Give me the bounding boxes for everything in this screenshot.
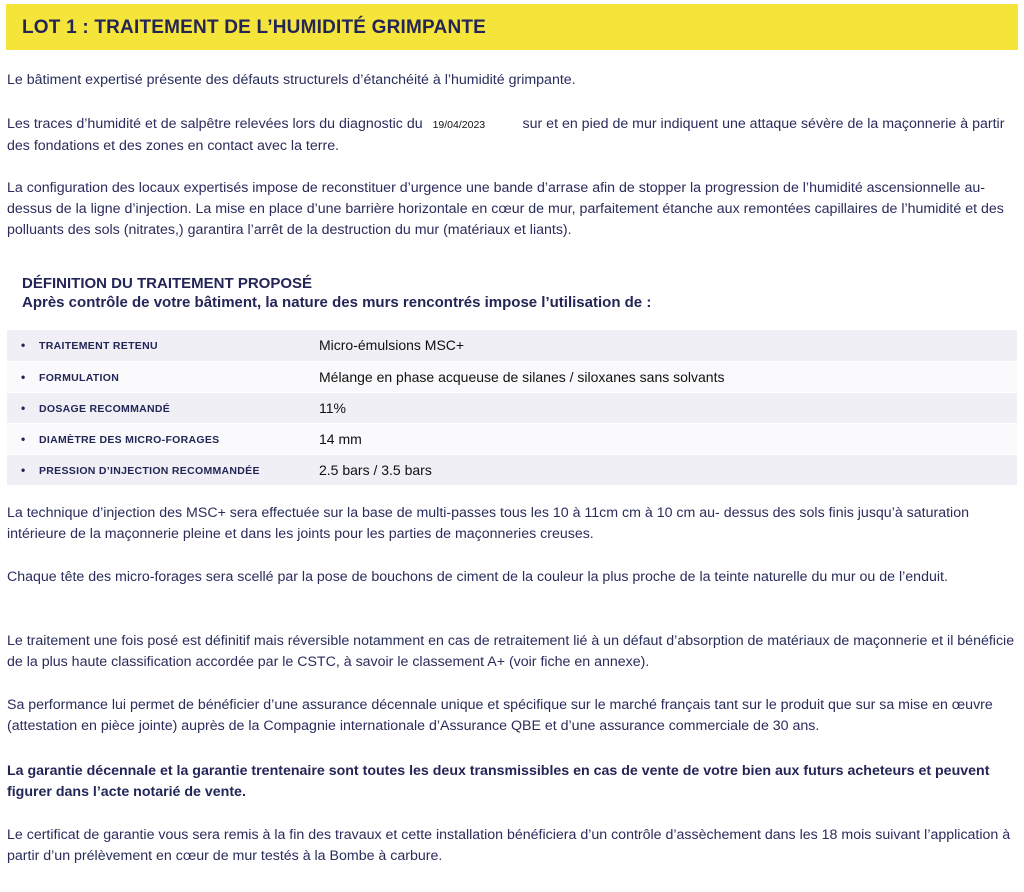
table-row: [7, 361, 1017, 392]
spec-value: 14 mm: [317, 423, 1017, 454]
spec-label: • FORMULATION: [7, 361, 317, 392]
diagnostic-date: 19/04/2023: [432, 119, 486, 131]
spec-label: • PRESSION D’INJECTION RECOMMANDÉE: [7, 454, 317, 485]
intro-paragraph-1: Le bâtiment expertisé présente des défauts structurels d’étanchéité à l’humidité grimpante.: [7, 72, 576, 88]
body-paragraph-insurance: Sa performance lui permet de bénéficier d’une assurance décennale unique et spécifique sur le marché français tant sur le produit que sur sa mise en œuvre (attestation en pièce jointe) auprès de la Compagnie internationale d’Assurance QBE et d’une assurance commerciale de 30 ans.: [7, 697, 993, 734]
body-paragraph-certificate: Le certificat de garantie vous sera remis à la fin des travaux et cette installation bénéficiera d’un contrôle d’assèchement dans les 18 mois suivant l’application à partir d’un prélèvement en cœur de mur testés à la Bombe à carbure.: [7, 827, 1011, 864]
spec-label: • DOSAGE RECOMMANDÉ: [7, 392, 317, 423]
paragraph-text: Les traces d’humidité et de salpêtre relevées lors du diagnostic du: [7, 116, 423, 132]
bullet-icon: •: [21, 338, 26, 353]
table-row: [7, 423, 1017, 454]
paragraph-text: sur et en pied de mur indiquent une attaque sévère de la maçonnerie à partir des fondations et des zones en contact avec la terre.: [7, 116, 1005, 154]
intro-paragraph-3: La configuration des locaux expertisés impose de reconstituer d’urgence une bande d’arrase afin de stopper la progression de l’humidité ascensionnelle au-dessus de la ligne d’injection. La mise en place d’une barrière horizontale en cœur de mur, parfaitement étanche aux remontées capillaires de l’humidité et des polluants des sols (nitrates,) garantira l’arrêt de la destruction du mur (matériaux et liants).: [7, 180, 1004, 238]
definition-subtitle: Après contrôle de votre bâtiment, la nature des murs rencontrés impose l’utilisation de :: [22, 294, 652, 311]
spec-label: • DIAMÈTRE DES MICRO-FORAGES: [7, 423, 317, 454]
body-paragraph-injection: La technique d’injection des MSC+ sera effectuée sur la base de multi-passes tous les 10 à 11cm cm à 10 cm au- dessus des sols finis jusqu’à saturation intérieure de la maçonnerie pleine et dans les joints pour les parties de maçonneries creuses.: [7, 505, 969, 542]
spec-label: • TRAITEMENT RETENU: [7, 330, 317, 361]
treatment-spec-table: [7, 330, 1017, 486]
intro-paragraph-2: [7, 114, 1017, 157]
spec-value: 11%: [317, 392, 1017, 423]
body-paragraph-sealing: Chaque tête des micro-forages sera scellé par la pose de bouchons de ciment de la couleur la plus proche de la teinte naturelle du mur ou de l’enduit.: [7, 569, 948, 585]
table-row: [7, 392, 1017, 423]
spec-value: 2.5 bars / 3.5 bars: [317, 454, 1017, 485]
body-paragraph-classification: Le traitement une fois posé est définitif mais réversible notamment en cas de retraitement lié à un défaut d’absorption de matériaux de maçonnerie et il bénéficie de la plus haute classification accordée par le CSTC, à savoir le classement A+ (voir fiche en annexe).: [7, 633, 1015, 670]
table-row: [7, 454, 1017, 485]
bullet-icon: •: [21, 431, 26, 446]
section-header-banner: [6, 4, 1018, 50]
bullet-icon: •: [21, 369, 26, 384]
bullet-icon: •: [21, 400, 26, 415]
spec-value: Micro-émulsions MSC+: [317, 330, 1017, 361]
body-paragraph-guarantee: La garantie décennale et la garantie trentenaire sont toutes les deux transmissibles en cas de vente de votre bien aux futurs acheteurs et peuvent figurer dans l’acte notarié de vente.: [7, 763, 990, 800]
spec-value: Mélange en phase acqueuse de silanes / siloxanes sans solvants: [317, 361, 1017, 392]
bullet-icon: •: [21, 462, 26, 477]
section-title: LOT 1 : TRAITEMENT DE L’HUMIDITÉ GRIMPANTE: [22, 17, 487, 38]
table-row: [7, 330, 1017, 361]
definition-title: DÉFINITION DU TRAITEMENT PROPOSÉ: [22, 275, 313, 292]
